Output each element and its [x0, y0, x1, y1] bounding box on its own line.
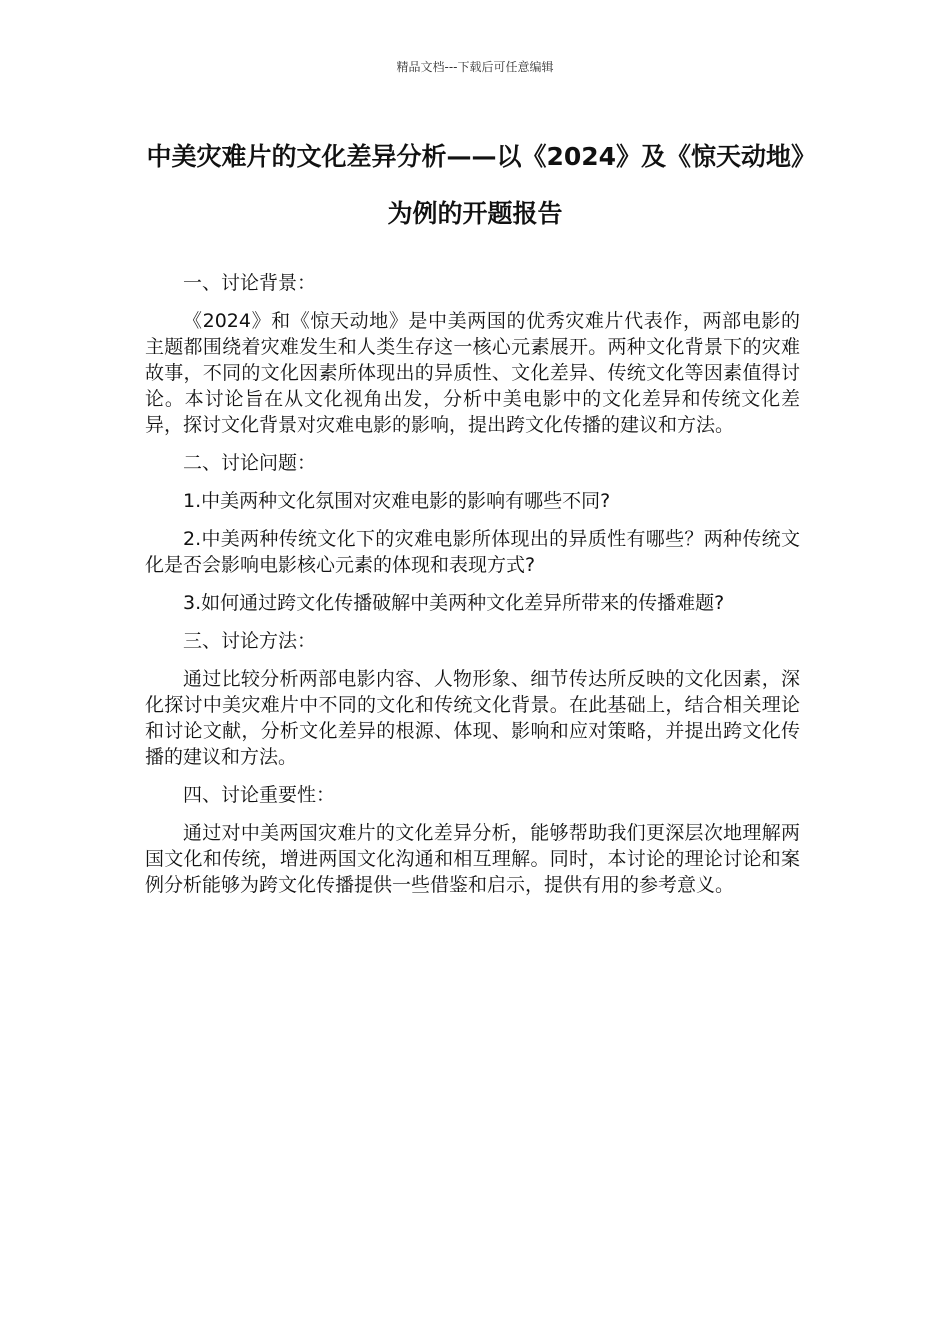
- document-title: 中美灾难片的文化差异分析——以《2024》及《惊天动地》为例的开题报告: [146, 142, 804, 228]
- paragraph-methods: 通过比较分析两部电影内容、人物形象、细节传达所反映的文化因素，深化探讨中美灾难片中不同的文化和传统文化背景。在此基础上，结合相关理论和讨论文献，分析文化差异的根源、体现、影响和应对策略，并提出跨文化传播的建议和方法。: [145, 668, 800, 768]
- paragraph-question-1: 1.中美两种文化氛围对灾难电影的影响有哪些不同?: [183, 490, 611, 512]
- paragraph-question-2: 2.中美两种传统文化下的灾难电影所体现出的异质性有哪些？两种传统文化是否会影响电影核心元素的体现和表现方式?: [145, 528, 800, 576]
- paragraph-question-3: 3.如何通过跨文化传播破解中美两种文化差异所带来的传播难题?: [183, 592, 725, 614]
- section-heading-background: 一、讨论背景：: [183, 272, 317, 294]
- paragraph-significance: 通过对中美两国灾难片的文化差异分析，能够帮助我们更深层次地理解两国文化和传统，增进两国文化沟通和相互理解。同时，本讨论的理论讨论和案例分析能够为跨文化传播提供一些借鉴和启示，提供有用的参考意义。: [145, 822, 800, 896]
- section-heading-significance: 四、讨论重要性：: [183, 784, 336, 806]
- section-heading-questions: 二、讨论问题：: [183, 452, 317, 474]
- paragraph-background: 《2024》和《惊天动地》是中美两国的优秀灾难片代表作，两部电影的主题都围绕着灾难发生和人类生存这一核心元素展开。两种文化背景下的灾难故事，不同的文化因素所体现出的异质性、文化差异、传统文化等因素值得讨论。本讨论旨在从文化视角出发，分析中美电影中的文化差异和传统文化差异，探讨文化背景对灾难电影的影响，提出跨文化传播的建议和方法。: [145, 310, 800, 436]
- section-heading-methods: 三、讨论方法：: [183, 630, 317, 652]
- document-body: [145, 270, 800, 910]
- page-header: 精品文档---下载后可任意编辑: [396, 60, 554, 74]
